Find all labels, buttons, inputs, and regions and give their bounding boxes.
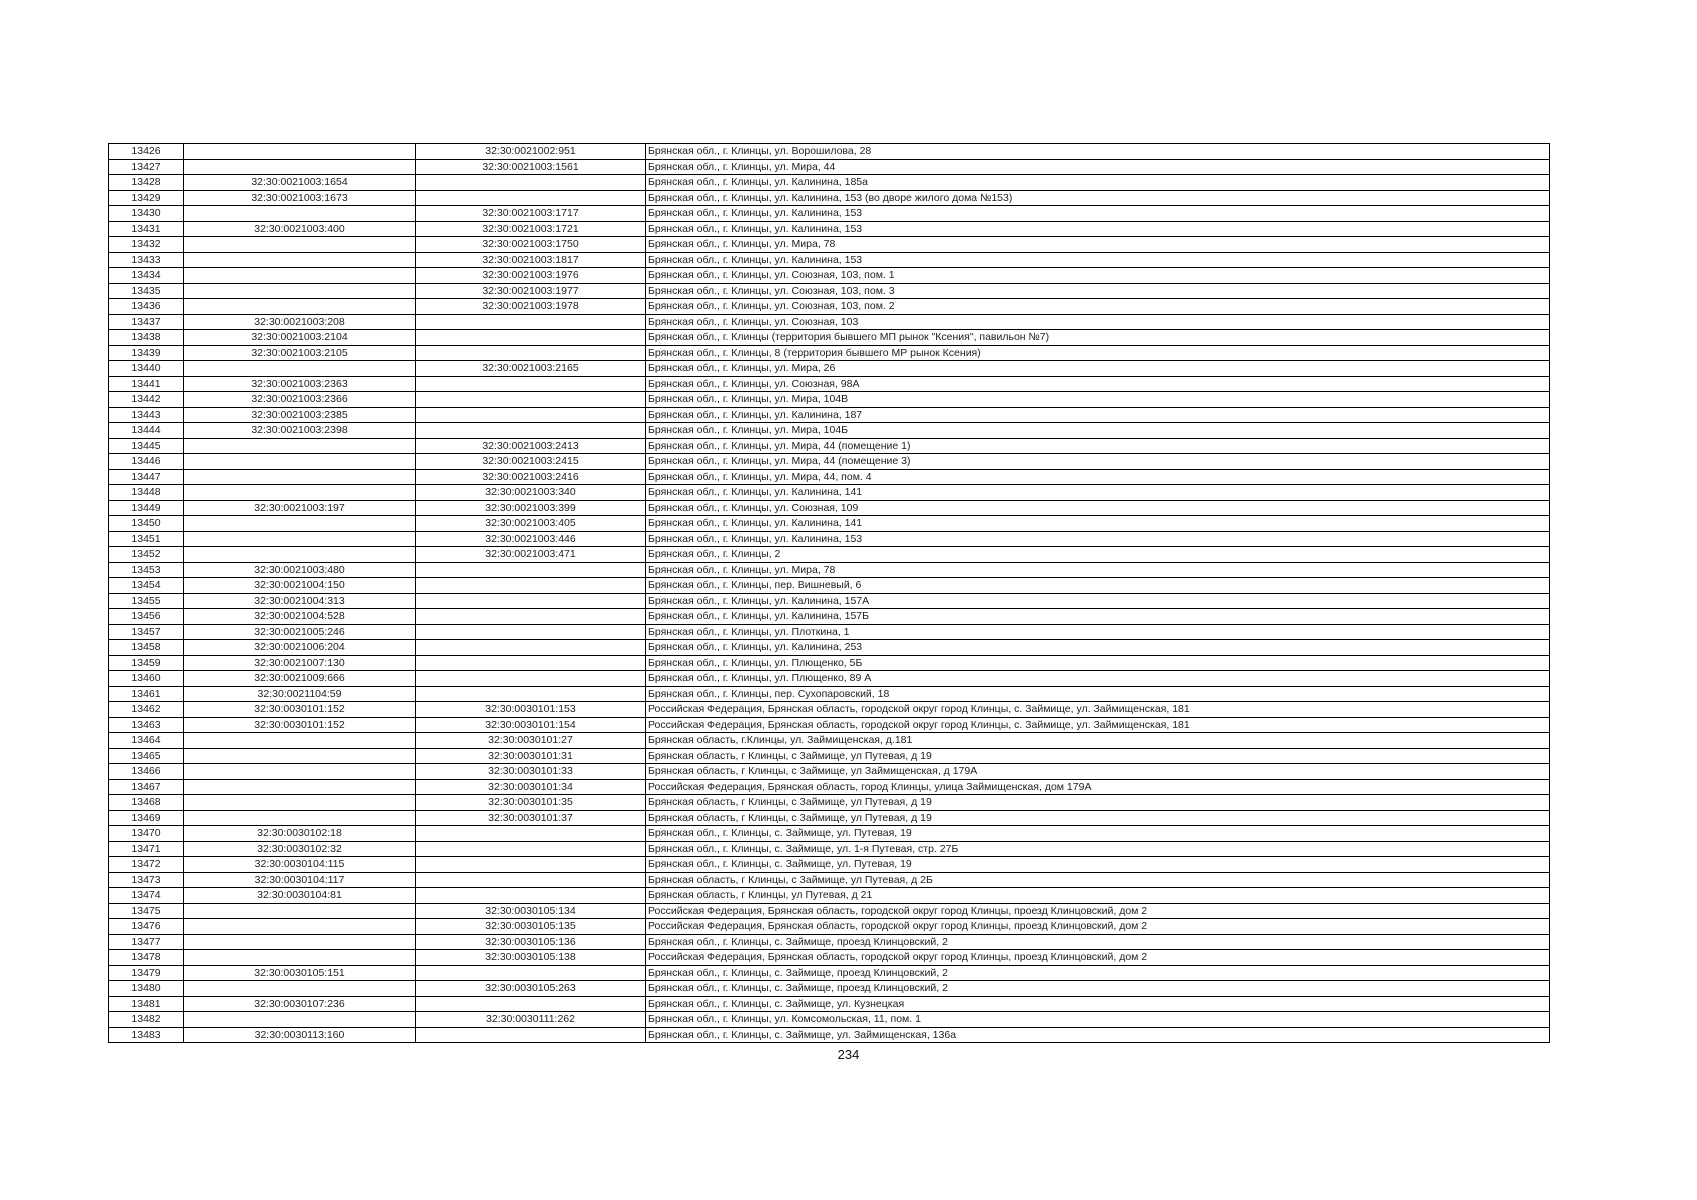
cadastral-number-2-cell	[416, 655, 646, 671]
row-number-cell: 13444	[109, 423, 184, 439]
cadastral-number-2-cell: 32:30:0030101:154	[416, 717, 646, 733]
cadastral-number-1-cell: 32:30:0030107:236	[184, 996, 416, 1012]
table-row	[109, 578, 1550, 594]
table-row	[109, 562, 1550, 578]
cadastral-number-2-cell: 32:30:0030101:34	[416, 779, 646, 795]
cadastral-number-2-cell: 32:30:0021003:1750	[416, 237, 646, 253]
cadastral-number-1-cell	[184, 516, 416, 532]
cadastral-number-1-cell: 32:30:0021003:2398	[184, 423, 416, 439]
cadastral-number-1-cell	[184, 1012, 416, 1028]
cadastral-number-2-cell: 32:30:0030101:35	[416, 795, 646, 811]
address-cell: Брянская обл., г. Клинцы, ул. Калинина, 185а	[646, 175, 1550, 191]
cadastral-number-2-cell	[416, 330, 646, 346]
cadastral-number-1-cell: 32:30:0021003:2366	[184, 392, 416, 408]
row-number-cell: 13472	[109, 857, 184, 873]
address-cell: Брянская обл., г. Клинцы, с. Займище, ул. Займищенская, 136а	[646, 1027, 1550, 1043]
address-cell: Брянская обл., г. Клинцы, ул. Союзная, 103, пом. 2	[646, 299, 1550, 315]
cadastral-number-2-cell: 32:30:0021003:399	[416, 500, 646, 516]
row-number-cell: 13474	[109, 888, 184, 904]
row-number-cell: 13467	[109, 779, 184, 795]
cadastral-number-2-cell: 32:30:0021003:2415	[416, 454, 646, 470]
cadastral-number-2-cell: 32:30:0021003:1977	[416, 283, 646, 299]
table-row	[109, 748, 1550, 764]
row-number-cell: 13477	[109, 934, 184, 950]
address-cell: Брянская обл., г. Клинцы, ул. Комсомольская, 11, пом. 1	[646, 1012, 1550, 1028]
cadastral-number-2-cell: 32:30:0021003:1561	[416, 159, 646, 175]
table-row	[109, 330, 1550, 346]
address-cell: Российская Федерация, Брянская область, городской округ город Клинцы, с. Займище, ул. Займищенская, 181	[646, 702, 1550, 718]
table-row	[109, 795, 1550, 811]
cadastral-number-1-cell	[184, 950, 416, 966]
table-row	[109, 144, 1550, 160]
cadastral-number-2-cell	[416, 1027, 646, 1043]
address-cell: Брянская область, г Клинцы, с Займище, ул Займищенская, д 179А	[646, 764, 1550, 780]
address-cell: Брянская область, г Клинцы, с Займище, ул Путевая, д 19	[646, 748, 1550, 764]
cadastral-number-2-cell: 32:30:0030111:262	[416, 1012, 646, 1028]
row-number-cell: 13460	[109, 671, 184, 687]
cadastral-number-2-cell	[416, 407, 646, 423]
address-cell: Брянская обл., г. Клинцы, ул. Калинина, 157А	[646, 593, 1550, 609]
address-cell: Брянская обл., г. Клинцы, ул. Калинина, 187	[646, 407, 1550, 423]
table-row	[109, 299, 1550, 315]
cadastral-number-2-cell: 32:30:0021003:340	[416, 485, 646, 501]
cadastral-number-1-cell	[184, 810, 416, 826]
cadastral-number-2-cell: 32:30:0021003:405	[416, 516, 646, 532]
cadastral-number-2-cell	[416, 888, 646, 904]
cadastral-number-1-cell	[184, 237, 416, 253]
table-row	[109, 407, 1550, 423]
cadastral-number-2-cell: 32:30:0021003:1817	[416, 252, 646, 268]
table-row	[109, 175, 1550, 191]
cadastral-number-2-cell: 32:30:0021003:1717	[416, 206, 646, 222]
row-number-cell: 13443	[109, 407, 184, 423]
cadastral-number-1-cell: 32:30:0030105:151	[184, 965, 416, 981]
address-cell: Брянская обл., г. Клинцы, ул. Ворошилова, 28	[646, 144, 1550, 160]
cadastral-number-1-cell: 32:30:0021005:246	[184, 624, 416, 640]
address-cell: Российская Федерация, Брянская область, городской округ город Клинцы, проезд Клинцовский, дом 2	[646, 919, 1550, 935]
cadastral-number-1-cell: 32:30:0021006:204	[184, 640, 416, 656]
table-row	[109, 361, 1550, 377]
row-number-cell: 13480	[109, 981, 184, 997]
address-cell: Брянская обл., г. Клинцы, с. Займище, проезд Клинцовский, 2	[646, 981, 1550, 997]
row-number-cell: 13478	[109, 950, 184, 966]
cadastral-number-2-cell: 32:30:0021003:471	[416, 547, 646, 563]
address-cell: Брянская обл., г. Клинцы, с. Займище, ул. 1-я Путевая, стр. 27Б	[646, 841, 1550, 857]
table-row	[109, 888, 1550, 904]
row-number-cell: 13479	[109, 965, 184, 981]
row-number-cell: 13448	[109, 485, 184, 501]
cadastral-number-2-cell: 32:30:0021003:446	[416, 531, 646, 547]
cadastral-number-1-cell: 32:30:0030101:152	[184, 717, 416, 733]
cadastral-number-1-cell: 32:30:0030104:117	[184, 872, 416, 888]
address-cell: Брянская обл., г. Клинцы, ул. Мира, 26	[646, 361, 1550, 377]
row-number-cell: 13442	[109, 392, 184, 408]
row-number-cell: 13462	[109, 702, 184, 718]
table-row	[109, 934, 1550, 950]
cadastral-number-1-cell	[184, 283, 416, 299]
row-number-cell: 13469	[109, 810, 184, 826]
address-cell: Брянская обл., г. Клинцы, ул. Калинина, 153	[646, 252, 1550, 268]
address-cell: Брянская обл., г. Клинцы, ул. Союзная, 98А	[646, 376, 1550, 392]
cadastral-number-1-cell: 32:30:0021003:400	[184, 221, 416, 237]
address-cell: Брянская обл., г. Клинцы, ул. Союзная, 109	[646, 500, 1550, 516]
cadastral-number-1-cell: 32:30:0021104:59	[184, 686, 416, 702]
address-cell: Брянская обл., г. Клинцы, ул. Союзная, 103	[646, 314, 1550, 330]
cadastral-number-2-cell: 32:30:0030105:134	[416, 903, 646, 919]
table-row	[109, 376, 1550, 392]
row-number-cell: 13449	[109, 500, 184, 516]
row-number-cell: 13468	[109, 795, 184, 811]
cadastral-number-2-cell	[416, 392, 646, 408]
row-number-cell: 13437	[109, 314, 184, 330]
address-cell: Брянская обл., г. Клинцы, ул. Плющенко, 89 А	[646, 671, 1550, 687]
table-row	[109, 500, 1550, 516]
cadastral-number-2-cell	[416, 965, 646, 981]
cadastral-number-2-cell	[416, 996, 646, 1012]
row-number-cell: 13456	[109, 609, 184, 625]
row-number-cell: 13473	[109, 872, 184, 888]
cadastral-number-1-cell	[184, 299, 416, 315]
address-cell: Брянская обл., г. Клинцы, ул. Калинина, 157Б	[646, 609, 1550, 625]
row-number-cell: 13465	[109, 748, 184, 764]
address-cell: Брянская обл., г. Клинцы, ул. Мира, 78	[646, 562, 1550, 578]
table-row	[109, 531, 1550, 547]
cadastral-number-1-cell	[184, 454, 416, 470]
cadastral-number-2-cell: 32:30:0030101:37	[416, 810, 646, 826]
row-number-cell: 13455	[109, 593, 184, 609]
row-number-cell: 13436	[109, 299, 184, 315]
cadastral-number-1-cell	[184, 748, 416, 764]
address-cell: Брянская обл., г. Клинцы, ул. Плоткина, 1	[646, 624, 1550, 640]
address-cell: Брянская обл., г. Клинцы, ул. Мира, 104Б	[646, 423, 1550, 439]
address-cell: Брянская обл., г. Клинцы, с. Займище, проезд Клинцовский, 2	[646, 965, 1550, 981]
cadastral-number-2-cell	[416, 190, 646, 206]
row-number-cell: 13439	[109, 345, 184, 361]
address-cell: Брянская обл., г. Клинцы, ул. Мира, 44 (помещение 3)	[646, 454, 1550, 470]
row-number-cell: 13475	[109, 903, 184, 919]
table-row	[109, 206, 1550, 222]
cadastral-number-1-cell	[184, 934, 416, 950]
cadastral-number-1-cell: 32:30:0021003:1673	[184, 190, 416, 206]
cadastral-number-2-cell	[416, 640, 646, 656]
address-cell: Брянская обл., г. Клинцы, пер. Сухопаровский, 18	[646, 686, 1550, 702]
address-cell: Брянская обл., г. Клинцы, ул. Калинина, 141	[646, 485, 1550, 501]
cadastral-number-2-cell	[416, 671, 646, 687]
table-row	[109, 237, 1550, 253]
table-row	[109, 826, 1550, 842]
cadastral-number-1-cell: 32:30:0021003:2363	[184, 376, 416, 392]
table-row	[109, 1012, 1550, 1028]
register-table	[108, 143, 1550, 1043]
table-row	[109, 252, 1550, 268]
table-row	[109, 919, 1550, 935]
cadastral-number-1-cell: 32:30:0021007:130	[184, 655, 416, 671]
cadastral-number-2-cell: 32:30:0021003:1978	[416, 299, 646, 315]
table-row	[109, 779, 1550, 795]
address-cell: Брянская обл., г. Клинцы, пер. Вишневый, 6	[646, 578, 1550, 594]
cadastral-number-1-cell	[184, 206, 416, 222]
row-number-cell: 13481	[109, 996, 184, 1012]
cadastral-number-1-cell	[184, 903, 416, 919]
address-cell: Российская Федерация, Брянская область, городской округ город Клинцы, проезд Клинцовский, дом 2	[646, 903, 1550, 919]
address-cell: Брянская обл., г. Клинцы, ул. Калинина, 253	[646, 640, 1550, 656]
table-row	[109, 950, 1550, 966]
cadastral-number-1-cell: 32:30:0021003:480	[184, 562, 416, 578]
cadastral-number-2-cell	[416, 423, 646, 439]
row-number-cell: 13461	[109, 686, 184, 702]
row-number-cell: 13426	[109, 144, 184, 160]
row-number-cell: 13435	[109, 283, 184, 299]
cadastral-number-1-cell: 32:30:0021003:2385	[184, 407, 416, 423]
table-row	[109, 903, 1550, 919]
register-table-body	[109, 144, 1550, 1043]
cadastral-number-2-cell: 32:30:0030105:135	[416, 919, 646, 935]
row-number-cell: 13454	[109, 578, 184, 594]
cadastral-number-2-cell	[416, 624, 646, 640]
cadastral-number-1-cell	[184, 268, 416, 284]
row-number-cell: 13434	[109, 268, 184, 284]
cadastral-number-2-cell: 32:30:0030105:138	[416, 950, 646, 966]
row-number-cell: 13452	[109, 547, 184, 563]
cadastral-number-1-cell: 32:30:0021004:313	[184, 593, 416, 609]
table-row	[109, 841, 1550, 857]
table-row	[109, 717, 1550, 733]
address-cell: Брянская обл., г. Клинцы (территория бывшего МП рынок "Ксения", павильон №7)	[646, 330, 1550, 346]
table-row	[109, 872, 1550, 888]
cadastral-number-1-cell: 32:30:0030101:152	[184, 702, 416, 718]
address-cell: Брянская обл., г. Клинцы, ул. Мира, 104В	[646, 392, 1550, 408]
cadastral-number-2-cell: 32:30:0030101:31	[416, 748, 646, 764]
cadastral-number-2-cell	[416, 686, 646, 702]
cadastral-number-2-cell	[416, 841, 646, 857]
register-table-container	[108, 143, 1549, 1043]
cadastral-number-1-cell	[184, 159, 416, 175]
address-cell: Брянская обл., г. Клинцы, ул. Союзная, 103, пом. 3	[646, 283, 1550, 299]
cadastral-number-2-cell	[416, 175, 646, 191]
row-number-cell: 13440	[109, 361, 184, 377]
table-row	[109, 1027, 1550, 1043]
address-cell: Российская Федерация, Брянская область, городской округ город Клинцы, с. Займище, ул. Займищенская, 181	[646, 717, 1550, 733]
row-number-cell: 13447	[109, 469, 184, 485]
cadastral-number-1-cell	[184, 144, 416, 160]
cadastral-number-1-cell	[184, 779, 416, 795]
address-cell: Брянская обл., г. Клинцы, с. Займище, ул. Путевая, 19	[646, 826, 1550, 842]
cadastral-number-1-cell	[184, 795, 416, 811]
table-row	[109, 221, 1550, 237]
cadastral-number-2-cell: 32:30:0021003:2413	[416, 438, 646, 454]
row-number-cell: 13458	[109, 640, 184, 656]
cadastral-number-2-cell	[416, 872, 646, 888]
row-number-cell: 13451	[109, 531, 184, 547]
table-row	[109, 159, 1550, 175]
cadastral-number-1-cell	[184, 485, 416, 501]
row-number-cell: 13433	[109, 252, 184, 268]
table-row	[109, 268, 1550, 284]
table-row	[109, 438, 1550, 454]
table-row	[109, 640, 1550, 656]
table-row	[109, 392, 1550, 408]
cadastral-number-2-cell: 32:30:0021003:2416	[416, 469, 646, 485]
address-cell: Брянская обл., г. Клинцы, ул. Мира, 78	[646, 237, 1550, 253]
cadastral-number-2-cell: 32:30:0030105:136	[416, 934, 646, 950]
cadastral-number-2-cell	[416, 376, 646, 392]
row-number-cell: 13471	[109, 841, 184, 857]
cadastral-number-1-cell	[184, 981, 416, 997]
address-cell: Российская Федерация, Брянская область, город Клинцы, улица Займищенская, дом 179А	[646, 779, 1550, 795]
table-row	[109, 733, 1550, 749]
table-row	[109, 981, 1550, 997]
row-number-cell: 13464	[109, 733, 184, 749]
row-number-cell: 13483	[109, 1027, 184, 1043]
cadastral-number-2-cell: 32:30:0030101:33	[416, 764, 646, 780]
table-row	[109, 423, 1550, 439]
address-cell: Брянская область, г Клинцы, с Займище, ул Путевая, д 2Б	[646, 872, 1550, 888]
cadastral-number-2-cell: 32:30:0030101:27	[416, 733, 646, 749]
cadastral-number-1-cell: 32:30:0021009:666	[184, 671, 416, 687]
table-row	[109, 314, 1550, 330]
table-row	[109, 283, 1550, 299]
table-row	[109, 190, 1550, 206]
table-row	[109, 810, 1550, 826]
row-number-cell: 13457	[109, 624, 184, 640]
row-number-cell: 13453	[109, 562, 184, 578]
address-cell: Брянская обл., г. Клинцы, ул. Мира, 44 (помещение 1)	[646, 438, 1550, 454]
table-row	[109, 485, 1550, 501]
cadastral-number-1-cell	[184, 252, 416, 268]
table-row	[109, 702, 1550, 718]
address-cell: Брянская область, г Клинцы, ул Путевая, д 21	[646, 888, 1550, 904]
cadastral-number-2-cell: 32:30:0021003:2165	[416, 361, 646, 377]
cadastral-number-2-cell	[416, 578, 646, 594]
cadastral-number-1-cell: 32:30:0021003:197	[184, 500, 416, 516]
row-number-cell: 13450	[109, 516, 184, 532]
cadastral-number-2-cell: 32:30:0021002:951	[416, 144, 646, 160]
cadastral-number-2-cell	[416, 593, 646, 609]
row-number-cell: 13459	[109, 655, 184, 671]
address-cell: Брянская обл., г. Клинцы, ул. Калинина, 153 (во дворе жилого дома №153)	[646, 190, 1550, 206]
table-row	[109, 516, 1550, 532]
row-number-cell: 13432	[109, 237, 184, 253]
address-cell: Брянская обл., г. Клинцы, с. Займище, проезд Клинцовский, 2	[646, 934, 1550, 950]
cadastral-number-1-cell	[184, 547, 416, 563]
address-cell: Брянская обл., г. Клинцы, ул. Союзная, 103, пом. 1	[646, 268, 1550, 284]
address-cell: Брянская обл., г. Клинцы, с. Займище, ул. Путевая, 19	[646, 857, 1550, 873]
cadastral-number-1-cell: 32:30:0030104:115	[184, 857, 416, 873]
address-cell: Брянская область, г Клинцы, с Займище, ул Путевая, д 19	[646, 795, 1550, 811]
table-row	[109, 454, 1550, 470]
row-number-cell: 13429	[109, 190, 184, 206]
cadastral-number-1-cell: 32:30:0021003:208	[184, 314, 416, 330]
table-row	[109, 593, 1550, 609]
cadastral-number-1-cell: 32:30:0030102:18	[184, 826, 416, 842]
cadastral-number-1-cell: 32:30:0021003:1654	[184, 175, 416, 191]
row-number-cell: 13431	[109, 221, 184, 237]
cadastral-number-1-cell	[184, 919, 416, 935]
cadastral-number-1-cell: 32:30:0021003:2105	[184, 345, 416, 361]
table-row	[109, 624, 1550, 640]
row-number-cell: 13476	[109, 919, 184, 935]
table-row	[109, 857, 1550, 873]
row-number-cell: 13463	[109, 717, 184, 733]
address-cell: Брянская обл., г. Клинцы, 2	[646, 547, 1550, 563]
table-row	[109, 965, 1550, 981]
cadastral-number-1-cell: 32:30:0030113:160	[184, 1027, 416, 1043]
cadastral-number-2-cell	[416, 345, 646, 361]
table-row	[109, 609, 1550, 625]
row-number-cell: 13466	[109, 764, 184, 780]
address-cell: Брянская обл., г. Клинцы, ул. Плющенко, 5Б	[646, 655, 1550, 671]
table-row	[109, 469, 1550, 485]
cadastral-number-1-cell	[184, 438, 416, 454]
cadastral-number-1-cell	[184, 531, 416, 547]
cadastral-number-1-cell: 32:30:0021004:528	[184, 609, 416, 625]
table-row	[109, 655, 1550, 671]
row-number-cell: 13445	[109, 438, 184, 454]
cadastral-number-1-cell	[184, 469, 416, 485]
table-row	[109, 345, 1550, 361]
address-cell: Брянская обл., г. Клинцы, ул. Мира, 44	[646, 159, 1550, 175]
cadastral-number-1-cell: 32:30:0021003:2104	[184, 330, 416, 346]
cadastral-number-2-cell	[416, 857, 646, 873]
cadastral-number-1-cell	[184, 764, 416, 780]
page-number: 234	[837, 1047, 860, 1062]
cadastral-number-1-cell	[184, 361, 416, 377]
address-cell: Российская Федерация, Брянская область, городской округ город Клинцы, проезд Клинцовский, дом 2	[646, 950, 1550, 966]
address-cell: Брянская обл., г. Клинцы, с. Займище, ул. Кузнецкая	[646, 996, 1550, 1012]
cadastral-number-1-cell: 32:30:0021004:150	[184, 578, 416, 594]
row-number-cell: 13430	[109, 206, 184, 222]
row-number-cell: 13427	[109, 159, 184, 175]
table-row	[109, 671, 1550, 687]
cadastral-number-2-cell: 32:30:0030105:263	[416, 981, 646, 997]
cadastral-number-2-cell	[416, 609, 646, 625]
cadastral-number-2-cell: 32:30:0021003:1721	[416, 221, 646, 237]
cadastral-number-2-cell: 32:30:0021003:1976	[416, 268, 646, 284]
address-cell: Брянская область, г Клинцы, с Займище, ул Путевая, д 19	[646, 810, 1550, 826]
row-number-cell: 13470	[109, 826, 184, 842]
address-cell: Брянская обл., г. Клинцы, 8 (территория бывшего МР рынок Ксения)	[646, 345, 1550, 361]
row-number-cell: 13438	[109, 330, 184, 346]
address-cell: Брянская обл., г. Клинцы, ул. Калинина, 153	[646, 206, 1550, 222]
address-cell: Брянская обл., г. Клинцы, ул. Калинина, 141	[646, 516, 1550, 532]
cadastral-number-2-cell: 32:30:0030101:153	[416, 702, 646, 718]
address-cell: Брянская обл., г. Клинцы, ул. Калинина, 153	[646, 221, 1550, 237]
address-cell: Брянская область, г.Клинцы, ул. Займищенская, д.181	[646, 733, 1550, 749]
row-number-cell: 13428	[109, 175, 184, 191]
cadastral-number-1-cell: 32:30:0030102:32	[184, 841, 416, 857]
address-cell: Брянская обл., г. Клинцы, ул. Калинина, 153	[646, 531, 1550, 547]
cadastral-number-1-cell	[184, 733, 416, 749]
table-row	[109, 686, 1550, 702]
cadastral-number-1-cell: 32:30:0030104:81	[184, 888, 416, 904]
table-row	[109, 996, 1550, 1012]
cadastral-number-2-cell	[416, 562, 646, 578]
row-number-cell: 13482	[109, 1012, 184, 1028]
cadastral-number-2-cell	[416, 826, 646, 842]
row-number-cell: 13446	[109, 454, 184, 470]
cadastral-number-2-cell	[416, 314, 646, 330]
table-row	[109, 547, 1550, 563]
address-cell: Брянская обл., г. Клинцы, ул. Мира, 44, пом. 4	[646, 469, 1550, 485]
row-number-cell: 13441	[109, 376, 184, 392]
table-row	[109, 764, 1550, 780]
